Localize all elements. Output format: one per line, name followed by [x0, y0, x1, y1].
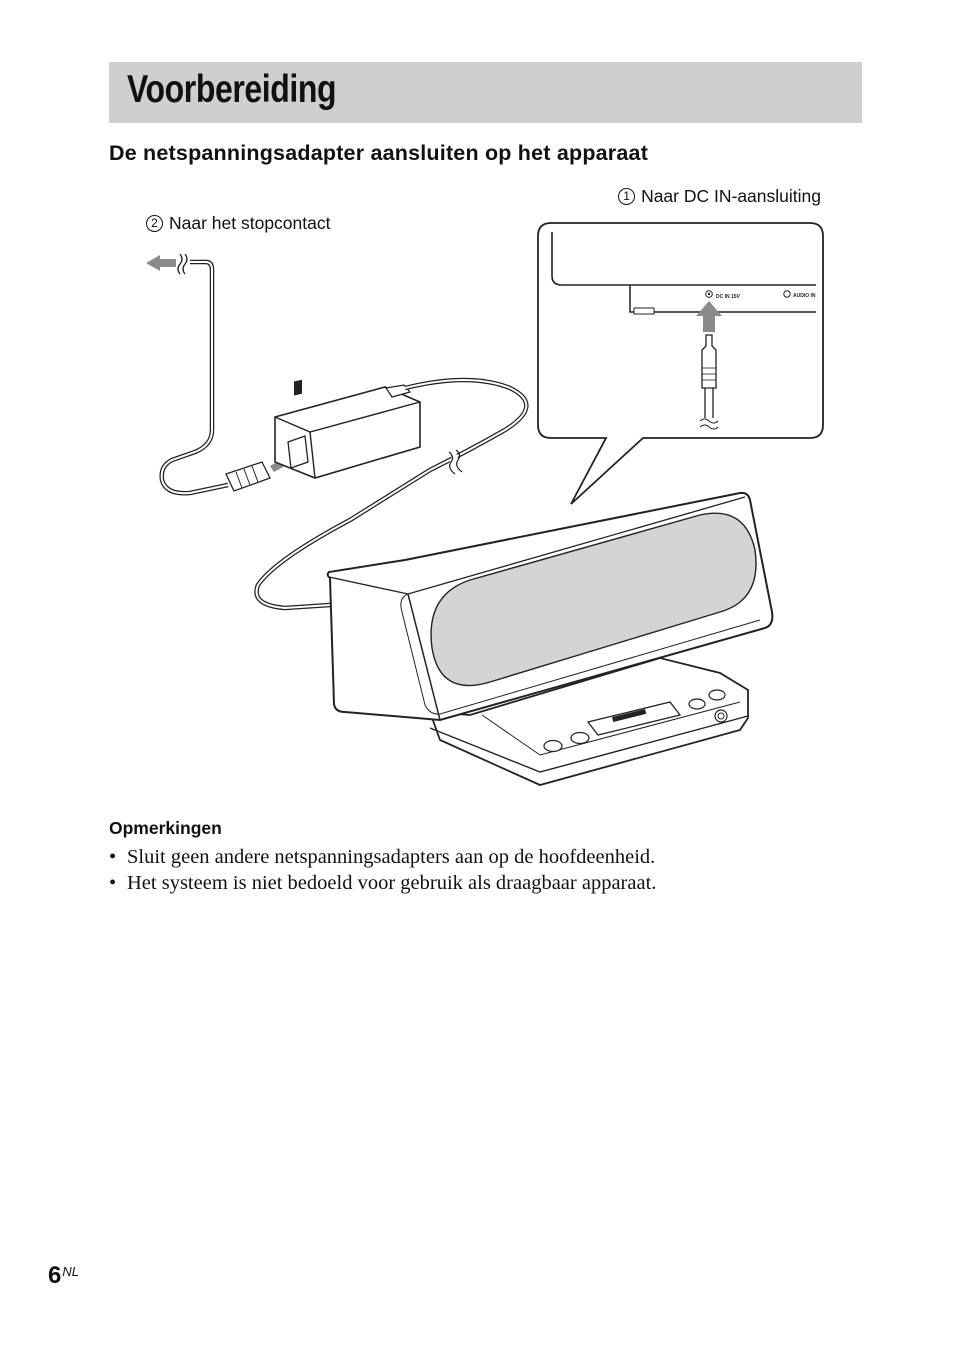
page-number-value: 6 — [48, 1262, 62, 1289]
notes-list — [109, 844, 656, 896]
section-title-bar — [109, 62, 862, 123]
callout-number-2: 2 — [146, 215, 163, 232]
bullet-marker: • — [109, 872, 117, 894]
note-item — [109, 870, 656, 896]
mains-plug — [226, 462, 270, 491]
page-language-code: NL — [62, 1264, 79, 1279]
port-label-audio-in: AUDIO IN — [793, 293, 816, 299]
dock-button — [544, 741, 562, 752]
dc-in-zoom-callout — [538, 223, 823, 504]
wall-outlet-arrow-icon — [146, 254, 187, 274]
callout-dc-in — [618, 186, 821, 207]
section-subheading: De netspanningsadapter aansluiten op het apparaat — [109, 141, 649, 165]
dock-button — [709, 690, 725, 700]
page-title: Voorbereiding — [127, 68, 337, 111]
note-item — [109, 844, 656, 870]
ac-adapter — [275, 380, 420, 478]
note-text: Het systeem is niet bedoeld voor gebruik als draagbaar apparaat. — [127, 872, 657, 894]
audio-in-port — [784, 291, 790, 297]
connection-illustration — [130, 220, 830, 800]
callout-label-wall-outlet: Naar het stopcontact — [169, 213, 331, 233]
note-text: Sluit geen andere netspanningsadapters aan op de hoofdeenheid. — [127, 846, 656, 868]
bullet-marker: • — [109, 846, 117, 868]
dock-button — [571, 733, 589, 744]
mains-cord — [162, 262, 228, 493]
port-label-dc-in: DC IN 15V — [716, 294, 740, 300]
callout-label-dc-in: Naar DC IN-aansluiting — [641, 186, 821, 206]
notes-heading: Opmerkingen — [109, 818, 222, 838]
page-number — [48, 1262, 79, 1290]
callout-number-1: 1 — [618, 188, 635, 205]
dock-button — [689, 699, 705, 709]
speaker-dock — [328, 493, 773, 785]
